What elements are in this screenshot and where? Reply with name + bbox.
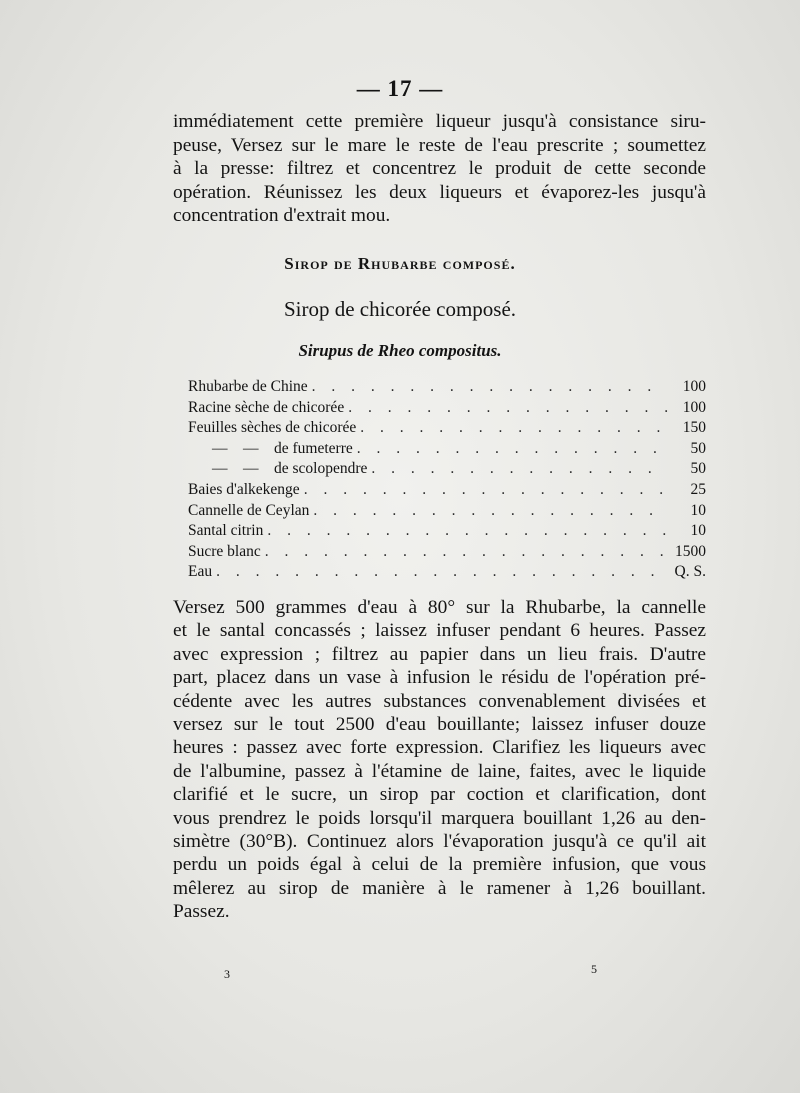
ingredient-name: Racine sèche de chicorée: [188, 398, 345, 416]
paragraph-line: de l'albumine, passez à l'étamine de laine, faites, avec le liquide: [173, 760, 706, 782]
ingredient-qty: 100: [682, 398, 706, 416]
recipe-row: [188, 481, 706, 502]
leader-dots: [357, 440, 668, 458]
signature-mark-left: 3: [224, 967, 230, 981]
paragraph-line: vous prendrez le poids lorsqu'il marquera bouillant 1,26 au den-: [173, 807, 706, 829]
recipe-row: [188, 440, 706, 461]
paragraph-intro: [173, 110, 706, 228]
leader-dots: [313, 502, 668, 520]
latin-name: Sirupus de Rheo compositus.: [298, 341, 502, 360]
paragraph-line: à la presse: filtrez et concentrez le produit de cette seconde: [173, 158, 706, 180]
ingredient-qty: 1500: [675, 542, 706, 560]
ingredient-qty: 50: [690, 460, 706, 478]
ingredient-qty: 50: [690, 439, 706, 457]
paragraph-line: avec expression ; filtrez au papier dans un lieu frais. D'autre: [173, 643, 706, 665]
recipe-row: [188, 502, 706, 523]
leader-dots: [360, 419, 668, 437]
leader-dots: [304, 481, 668, 499]
leader-dots: [216, 563, 668, 581]
section-title: Sirop de Rhubarbe composé.: [284, 254, 516, 273]
paragraph-line: immédiatement cette première liqueur jusqu'à consistance siru-: [173, 111, 706, 132]
ingredient-name: Cannelle de Ceylan: [188, 501, 310, 519]
ingredient-name: Santal citrin: [188, 522, 264, 540]
leader-dots: [267, 522, 668, 540]
ingredient-name: Eau: [188, 563, 213, 581]
paragraph-line: perdu un poids égal à celui de la première infusion, que vous: [173, 854, 706, 876]
paragraph-line: mêlerez au sirop de manière à le ramener à 1,26 bouillant.: [173, 877, 706, 899]
recipe-row: [188, 419, 706, 440]
paragraph-line: cédente avec les autres substances convenablement divisées et: [173, 690, 706, 712]
ingredient-qty: Q. S.: [674, 563, 706, 581]
ingredient-name: — — de fumeterre: [212, 439, 353, 457]
paragraph-line: Versez 500 grammes d'eau à 80° sur la Rhubarbe, la cannelle: [173, 597, 706, 618]
ingredient-name: Feuilles sèches de chicorée: [188, 419, 357, 437]
recipe-row: [188, 543, 706, 564]
recipe-row: [188, 460, 706, 481]
paragraph-line: concentration d'extrait mou.: [173, 205, 391, 227]
ingredient-name: Sucre blanc: [188, 542, 261, 560]
recipe-row: [188, 522, 706, 543]
paragraph-line: et le santal concassés ; laissez infuser pendant 6 heures. Passez: [173, 620, 706, 642]
recipe-table: [188, 378, 706, 584]
leader-dots: [265, 543, 668, 561]
ingredient-qty: 10: [690, 522, 706, 540]
paragraph-line: heures : passez avec forte expression. Clarifiez les liqueurs avec: [173, 737, 706, 759]
paragraph-line: peuse, Versez sur le mare le reste de l'eau prescrite ; soumettez: [173, 134, 706, 156]
paragraph-line: part, placez dans un vase à infusion le résidu de l'opération pré-: [173, 667, 706, 689]
recipe-row: [188, 378, 706, 399]
section-subtitle: Sirop de chicorée composé.: [283, 297, 517, 321]
ingredient-qty: 100: [682, 378, 706, 395]
paragraph-method: [173, 596, 706, 924]
ingredient-name: Rhubarbe de Chine: [188, 378, 308, 395]
ingredient-qty: 10: [690, 501, 706, 519]
leader-dots: [348, 399, 668, 417]
ingredient-name: — — de scolopendre: [212, 460, 368, 478]
recipe-row: [188, 563, 706, 584]
ingredient-name: Baies d'alkekenge: [188, 480, 300, 498]
paragraph-line: clarifié et le sucre, un sirop par coction et clarification, dont: [173, 784, 706, 806]
leader-dots: [312, 378, 668, 396]
recipe-row: [188, 399, 706, 420]
paragraph-line: versez sur le tout 2500 d'eau bouillante; laissez infuser douze: [173, 714, 706, 736]
ingredient-qty: 25: [690, 480, 706, 498]
ingredient-qty: 150: [682, 419, 706, 437]
page-number: — 17 —: [356, 76, 444, 101]
leader-dots: [371, 460, 668, 478]
signature-mark-right: 5: [591, 962, 597, 976]
paragraph-line: opération. Réunissez les deux liqueurs et évaporez-les jusqu'à: [173, 181, 706, 203]
paragraph-line: simètre (30°B). Continuez alors l'évaporation jusqu'à ce qu'il ait: [173, 831, 706, 853]
paragraph-line: Passez.: [173, 901, 230, 923]
